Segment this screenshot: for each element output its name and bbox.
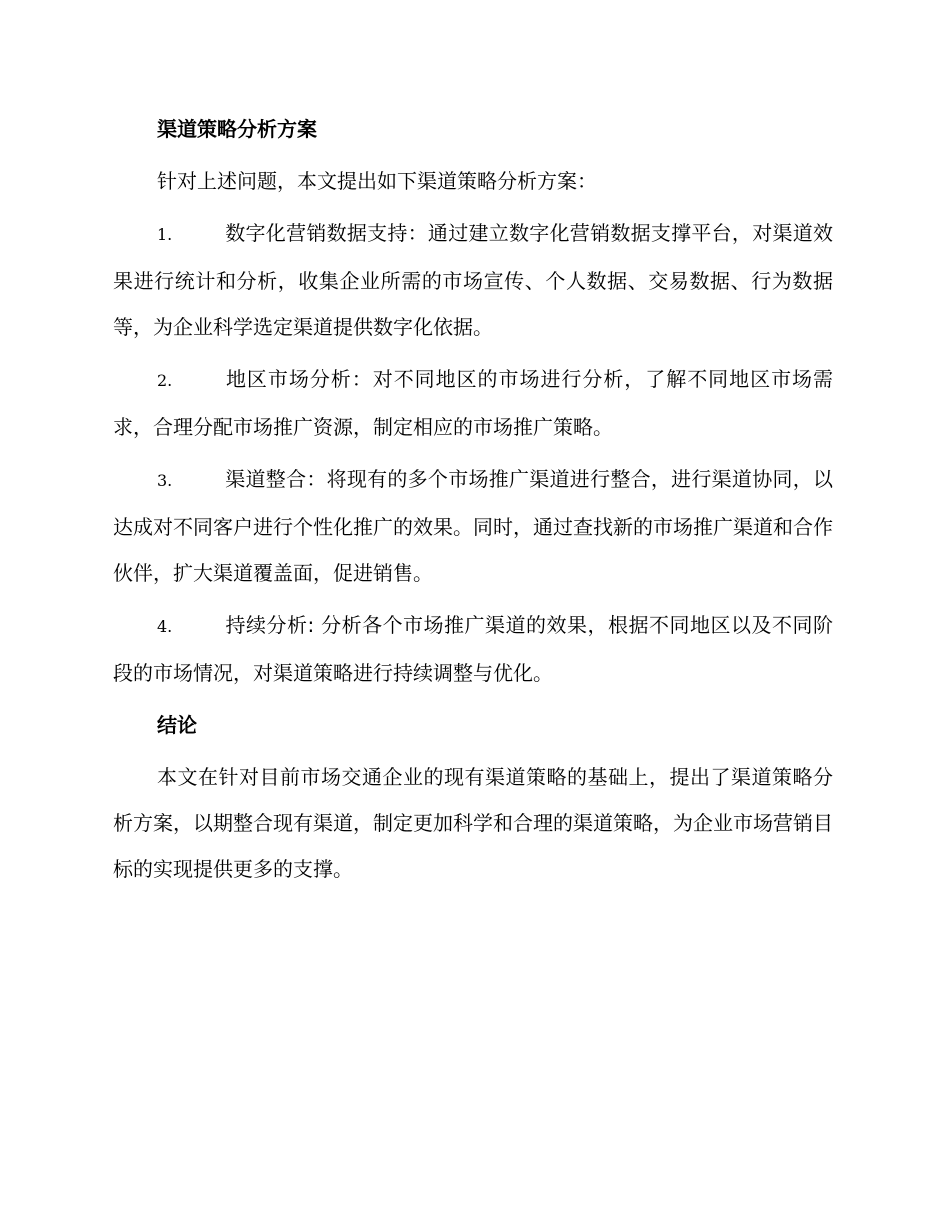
document-page [113,106,833,892]
list-item-text: 持续分析: 分析各个市场推广渠道的效果，根据不同地区以及不同阶段的市场情况，对渠道策略进行持续调整与优化。 [113,613,833,685]
conclusion-paragraph: 本文在针对目前市场交通企业的现有渠道策略的基础上，提出了渠道策略分析方案，以期整合现有渠道，制定更加科学和合理的渠道策略，为企业市场营销目标的实现提供更多的支撑。 [113,765,833,881]
list-item-text: 渠道整合：将现有的多个市场推广渠道进行整合，进行渠道协同，以达成对不同客户进行个性化推广的效果。同时，通过查找新的市场推广渠道和合作伙伴，扩大渠道覆盖面，促进销售。 [113,467,833,585]
intro-paragraph: 针对上述问题，本文提出如下渠道策略分析方案： [157,169,597,193]
list-item-text: 地区市场分析：对不同地区的市场进行分析，了解不同地区市场需求，合理分配市场推广资源，制定相应的市场推广策略。 [113,367,833,439]
section-heading-channel-strategy: 渠道策略分析方案 [157,117,317,141]
list-item-text: 数字化营销数据支持：通过建立数字化营销数据支撑平台，对渠道效果进行统计和分析，收集企业所需的市场宣传、个人数据、交易数据、行为数据等，为企业科学选定渠道提供数字化依据。 [113,221,833,339]
list-item-number: 4. [157,617,173,636]
section-heading-conclusion: 结论 [157,713,197,737]
list-item [113,210,833,350]
list-item [113,356,833,450]
list-item [113,456,833,596]
list-item-number: 3. [157,471,173,490]
list-item [113,602,833,696]
list-item-number: 2. [157,371,173,390]
list-item-number: 1. [157,225,173,244]
